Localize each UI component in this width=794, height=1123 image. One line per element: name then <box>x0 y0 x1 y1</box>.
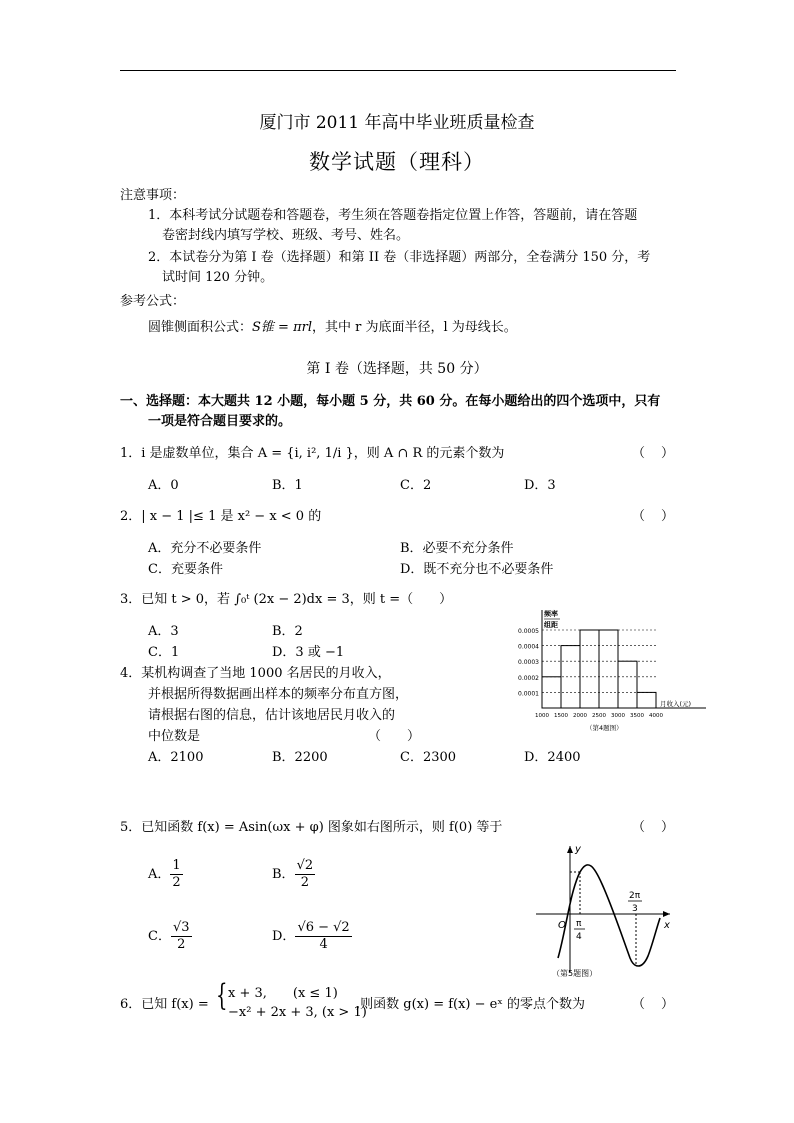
formula-line <box>148 316 517 335</box>
q2-option-b: B．必要不充分条件 <box>400 541 514 556</box>
note-1-line-2: 卷密封线内填写学校、班级、考号、姓名。 <box>162 228 410 243</box>
header-rule <box>120 70 676 71</box>
hist-x-tick: 1000 <box>535 713 549 719</box>
q6-case-2: −x² + 2x + 3, (x > 1) <box>228 1005 367 1020</box>
section-intro-line-2: 一项是符合题目要求的。 <box>148 414 292 429</box>
hist-bar <box>599 630 618 708</box>
hist-y-tick: 0.0003 <box>518 659 539 667</box>
q2-option-a: A．充分不必要条件 <box>148 541 262 556</box>
q3-option-a: A．3 <box>148 624 179 639</box>
q1-option-c: C．2 <box>400 478 432 493</box>
q5-option-a: A． $\frac{1}{2}$ <box>148 858 181 890</box>
q3-stem: 3．已知 t > 0，若 ∫₀ᵗ (2x − 2)dx = 3，则 t =（ ） <box>120 592 453 607</box>
hist-y-tick: 0.0005 <box>518 628 539 635</box>
note-1-line-1: 1．本科考试分试题卷和答题卷，考生须在答题卷指定位置上作答，答题前，请在答题 <box>148 208 638 223</box>
sine-y-label: y <box>575 844 581 855</box>
q1-answer-paren: （ ） <box>632 446 674 461</box>
sine-tick1-num: π <box>576 919 582 929</box>
q6-brace-icon: { <box>216 978 228 1013</box>
formula-suffix: ，其中 r 为底面半径，l 为母线长。 <box>312 320 517 335</box>
hist-xlabel: 月收入(元) <box>660 700 692 708</box>
note-2-line-1: 2．本试卷分为第 I 卷（选择题）和第 II 卷（非选择题）两部分，全卷满分 150 分，考 <box>148 250 651 265</box>
q4-line-3: 请根据右图的信息，估计该地居民月收入的 <box>148 708 396 723</box>
hist-x-tick: 4000 <box>649 713 663 719</box>
q1-option-b: B．1 <box>272 478 303 493</box>
sine-origin-label: O <box>558 920 566 931</box>
q1-option-a: A．0 <box>148 478 179 493</box>
q4-line-2: 并根据所得数据画出样本的频率分布直方图， <box>148 687 409 702</box>
q1-option-d: D．3 <box>524 478 556 493</box>
sine-tick1-den: 4 <box>576 932 582 942</box>
hist-x-tick: 2500 <box>592 713 606 719</box>
hist-x-tick: 2000 <box>573 713 587 719</box>
hist-y-tick: 0.0001 <box>518 690 539 698</box>
q6-answer-paren: （ ） <box>632 997 674 1012</box>
note-2-line-2: 试时间 120 分钟。 <box>162 270 274 285</box>
q6-case-1: x + 3, (x ≤ 1) <box>228 986 338 1001</box>
hist-y-tick: 0.0004 <box>518 643 539 651</box>
hist-bar <box>637 692 656 708</box>
y-arrow-icon <box>567 846 573 853</box>
section-title: 第 I 卷（选择题，共 50 分） <box>306 361 488 377</box>
exam-title: 厦门市 2011 年高中毕业班质量检查 <box>259 113 535 133</box>
formula-prefix: 圆锥侧面积公式： <box>148 320 253 335</box>
q6-suffix: ,则函数 g(x) = f(x) − eˣ 的零点个数为 <box>356 997 585 1012</box>
formula-math: S锥 = πrl <box>252 320 312 335</box>
sine-curve <box>558 865 660 966</box>
notes-heading: 注意事项： <box>120 188 186 203</box>
hist-x-tick: 3500 <box>630 713 644 719</box>
q1-stem: 1．i 是虚数单位，集合 A = {i, i², 1/i }，则 A ∩ R 的元素个数为 <box>120 446 505 461</box>
sine-tick2-den: 3 <box>632 904 638 914</box>
hist-bar <box>580 630 599 708</box>
sine-tick2-num: 2π <box>629 891 641 901</box>
sine-x-label: x <box>664 920 670 931</box>
q4-line-4: 中位数是 <box>148 729 201 744</box>
hist-x-tick: 1500 <box>554 713 568 719</box>
hist-ylabel-bottom: 组距 <box>544 621 558 629</box>
q2-stem: 2．| x − 1 |≤ 1 是 x² − x < 0 的 <box>120 509 322 524</box>
q3-option-d: D．3 或 −1 <box>272 645 345 660</box>
hist-x-tick: 3000 <box>611 713 625 719</box>
q4-option-a: A．2100 <box>148 750 204 765</box>
q5-option-b: B． $\frac{√2}{2}$ <box>272 858 314 890</box>
q4-answer-paren: （ ） <box>368 729 421 744</box>
q2-answer-paren: （ ） <box>632 509 674 524</box>
hist-y-tick: 0.0002 <box>518 674 539 682</box>
q5-option-d: D． $\frac{√6 - √2}{4}$ <box>272 920 350 952</box>
q3-option-c: C．1 <box>148 645 180 660</box>
q4-option-d: D．2400 <box>524 750 581 765</box>
q2-option-d: D．既不充分也不必要条件 <box>400 562 554 577</box>
q4-option-c: C．2300 <box>400 750 457 765</box>
sine-graph <box>530 840 678 980</box>
q4-option-b: B．2200 <box>272 750 328 765</box>
exam-subtitle: 数学试题（理科） <box>309 150 485 174</box>
q5-stem: 5．已知函数 f(x) = Asin(ωx + φ) 图象如右图所示，则 f(0) 等于 <box>120 820 503 835</box>
x-arrow-icon <box>663 911 670 917</box>
formula-heading: 参考公式： <box>120 294 186 309</box>
q4-line-1: 4．某机构调查了当地 1000 名居民的月收入， <box>120 666 391 681</box>
q2-option-c: C．充要条件 <box>148 562 223 577</box>
hist-ylabel-top: 频率 <box>544 610 558 618</box>
q3-option-b: B．2 <box>272 624 303 639</box>
sine-caption: （第5题图） <box>552 969 598 978</box>
hist-caption: （第4题图） <box>586 724 623 732</box>
q5-option-c: C． $\frac{√3}{2}$ <box>148 920 190 952</box>
q6-prefix: 6．已知 f(x) = <box>120 997 209 1012</box>
section-intro-line-1: 一、选择题：本大题共 12 小题，每小题 5 分，共 60 分。在每小题给出的四个选项中，只有 <box>120 394 661 409</box>
hist-bar <box>618 661 637 708</box>
income-histogram <box>490 604 714 744</box>
q5-answer-paren: （ ） <box>632 820 674 835</box>
